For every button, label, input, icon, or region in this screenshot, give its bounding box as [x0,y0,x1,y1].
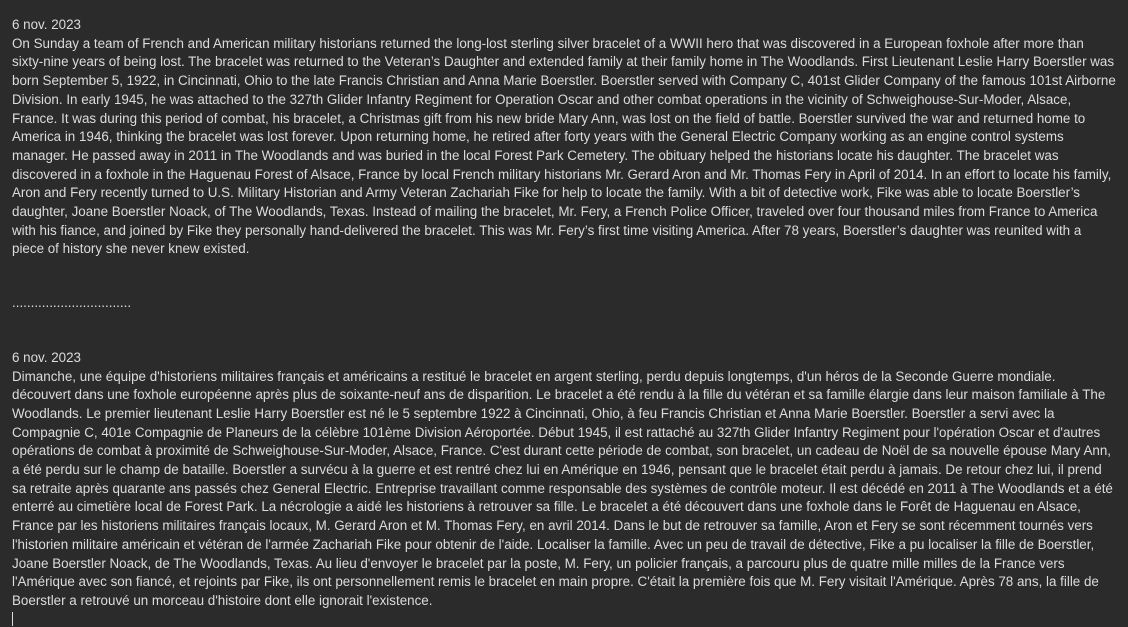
blank-lines [12,313,1116,349]
post-date: 6 nov. 2023 [12,17,81,32]
post-body: On Sunday a team of French and American military historians returned the long-lost sterling silver bracelet of a WWII hero that was discovered in a European foxhole after more than sixty-nine years of being lost. The bracelet was returned to the Veteran’s Daughter and extended family at their family home in The Woodlands. First Lieutenant Leslie Harry Boerstler was born September 5, 1922, in Cincinnati, Ohio to the late Francis Christian and Anna Marie Boerstler. Boerstler served with Company C, 401st Glider Company of the famous 101st Airborne Division. In early 1945, he was attached to the 327th Glider Infantry Regiment for Operation Oscar and other combat operations in the vicinity of Schweighouse-Sur-Moder, Alsace, France. It was during this period of combat, his bracelet, a Christmas gift from his new bride Mary Ann, was lost on the field of battle. Boerstler survived the war and returned home to America in 1946, thinking the bracelet was lost forever. Upon returning home, he retired after forty years with the General Electric Company working as an engine control systems manager. He passed away in 2011 in The Woodlands and was buried in the local Forest Park Cemetery. The obituary helped the historians locate his daughter. The bracelet was discovered in a foxhole in the Haguenau Forest of Alsace, France by local French military historians Mr. Gerard Aron and Mr. Thomas Fery in April of 2014. In an effort to locate his family, Aron and Fery recently turned to U.S. Military Historian and Army Veteran Zachariah Fike for help to locate the family. With a bit of detective work, Fike was able to locate Boerstler’s daughter, Joane Boerstler Noack, of The Woodlands, Texas. Instead of mailing the bracelet, Mr. Fery, a French Police Officer, traveled over four thousand miles from France to America with his fiance, and joined by Fike they personally hand-delivered the bracelet. This was Mr. Fery’s first time visiting America. After 78 years, Boerstler’s daughter was reunited with a piece of history she never knew existed. [12,35,1116,257]
post-english [12,16,1116,259]
post-date: 6 nov. 2023 [12,349,81,365]
post-body: Dimanche, une équipe d'historiens militaires français et américains a restitué le bracelet en argent sterling, perdu depuis longtemps, d'un héros de la Seconde Guerre mondiale. découvert dans une foxhole européenne après plus de soixante-neuf ans de disparition. Le bracelet a été rendu à la fille du vétéran et sa famille élargie dans leur maison familiale à The Woodlands. Le premier lieutenant Leslie Harry Boerstler est né le 5 septembre 1922 à Cincinnati, Ohio, à feu Francis Christian et Anna Marie Boerstler. Boerstler a servi avec la Compagnie C, 401e Compagnie de Planeurs de la célèbre 101ème Division Aéroportée. Début 1945, il est rattaché au 327th Glider Infantry Regiment pour l'opération Oscar et d'autres opérations de combat à proximité de Schweighouse-Sur-Moder, Alsace, France. C'est durant cette période de combat, son bracelet, un cadeau de Noël de sa nouvelle épouse Mary Ann, a été perdu sur le champ de bataille. Boerstler a survécu à la guerre et est rentré chez lui en Amérique en 1946, pensant que le bracelet était perdu à jamais. De retour chez lui, il prend sa retraite après quarante ans passés chez General Electric. Entreprise travaillant comme responsable des systèmes de contrôle moteur. Il est décédé en 2011 à The Woodlands et a été enterré au cimetière local de Forest Park. La nécrologie a aidé les historiens à retrouver sa fille. Le bracelet a été découvert dans une foxhole dans le Forêt de Haguenau en Alsace, France par les historiens militaires français locaux, M. Gerard Aron et M. Thomas Fery, en avril 2014. Dans le but de retrouver sa famille, Aron et Fery se sont récemment tournés vers l'historien militaire américain et vétéran de l'armée Zachariah Fike pour obtenir de l'aide. Localiser la famille. Avec un peu de travail de détective, Fike a pu localiser la fille de Boerstler, Joane Boerstler Noack, de The Woodlands, Texas. Au lieu d'envoyer le bracelet par la poste, M. Fery, un policier français, a parcouru plus de quatre mille milles de la France vers l'Amérique avec son fiancé, et rejoints par Fike, ils ont personnellement remis le bracelet en main propre. C'était la première fois que M. Fery visitait l'Amérique. Après 78 ans, la fille de Boerstler a retrouvé un morceau d'histoire dont elle ignorait l'existence. [12,368,1113,608]
separator-dots: ................................ [12,295,132,311]
text-cursor [12,612,13,626]
post-french [12,349,1116,611]
